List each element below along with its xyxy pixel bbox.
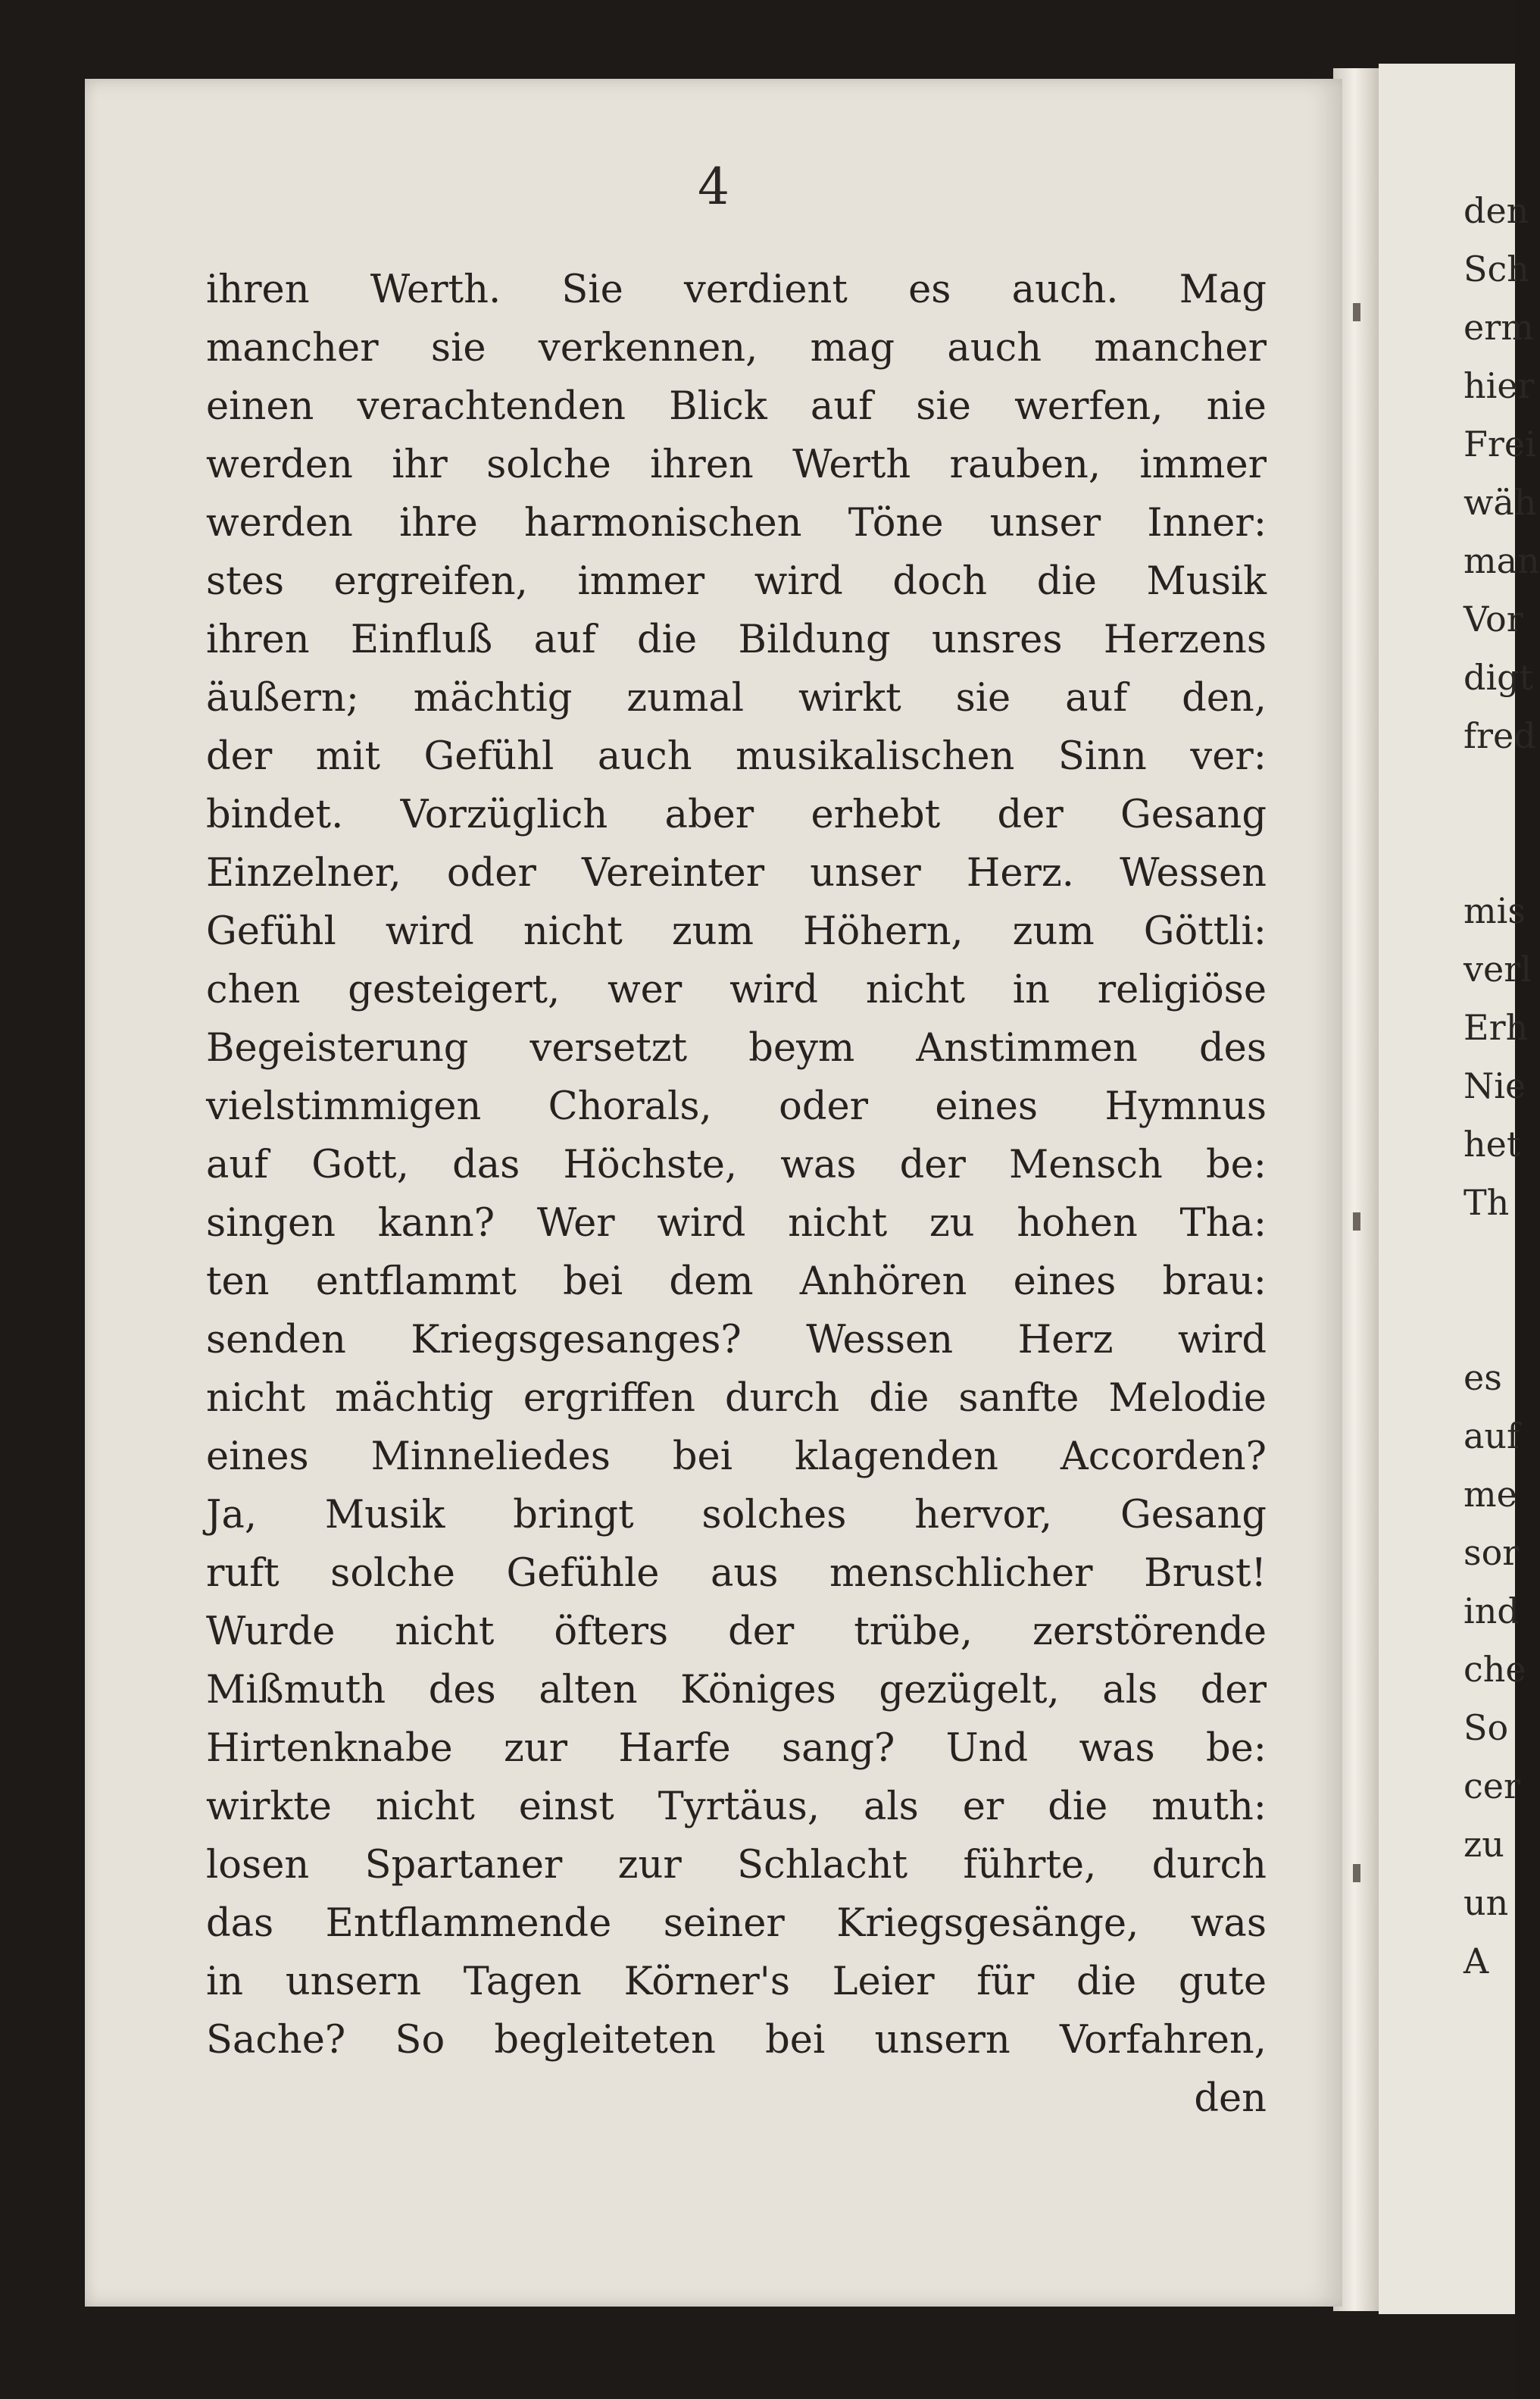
text-line: werden ihre harmonischen Töne unser Inner: [206, 501, 1267, 546]
facing-fragment: digt [1463, 657, 1534, 698]
facing-fragment: cer [1463, 1766, 1520, 1806]
text-line: bindet. Vorzüglich aber erhebt der Gesang [206, 793, 1267, 837]
page-number: 4 [698, 158, 729, 216]
facing-fragment: So [1463, 1707, 1509, 1748]
facing-fragment [1463, 1232, 1515, 1349]
facing-fragment: mis [1463, 890, 1526, 931]
facing-fragment: sor [1463, 1532, 1520, 1573]
text-line: äußern; mächtig zumal wirkt sie auf den, [206, 676, 1267, 721]
body-text [206, 261, 1267, 2128]
facing-fragment: verl [1463, 949, 1532, 990]
facing-fragment [1463, 765, 1515, 882]
facing-fragment: fred [1463, 715, 1536, 756]
facing-fragment: zu [1463, 1824, 1504, 1865]
gutter-mark [1353, 1864, 1360, 1882]
text-line: singen kann? Wer wird nicht zu hohen Tha: [206, 1201, 1267, 1246]
facing-fragment: Frei [1463, 424, 1536, 464]
text-line: stes ergreifen, immer wird doch die Musik [206, 559, 1267, 604]
facing-page-text [1463, 182, 1540, 1991]
facing-fragment: erm [1463, 307, 1534, 348]
text-line: losen Spartaner zur Schlacht führte, durch [206, 1843, 1267, 1888]
text-line: werden ihr solche ihren Werth rauben, immer [206, 443, 1267, 487]
text-line: wirkte nicht einst Tyrtäus, als er die muth: [206, 1784, 1267, 1829]
text-line: nicht mächtig ergriffen durch die sanfte Melodie [206, 1376, 1267, 1421]
text-line: vielstimmigen Chorals, oder eines Hymnus [206, 1084, 1267, 1129]
facing-fragment: Vor [1463, 599, 1523, 640]
text-line: auf Gott, das Höchste, was der Mensch be: [206, 1143, 1267, 1187]
text-line: mancher sie verkennen, mag auch mancher [206, 326, 1267, 371]
text-line: Mißmuth des alten Königes gezügelt, als der [206, 1668, 1267, 1712]
text-line: einen verachtenden Blick auf sie werfen, nie [206, 384, 1267, 429]
text-line: senden Kriegsgesanges? Wessen Herz wird [206, 1318, 1267, 1362]
facing-fragment: ind [1463, 1590, 1520, 1631]
book-page [85, 79, 1342, 2307]
facing-fragment: Sch [1463, 249, 1529, 289]
facing-fragment: che [1463, 1649, 1526, 1690]
facing-fragment: het [1463, 1124, 1521, 1165]
text-line: Wurde nicht öfters der trübe, zerstörende [206, 1609, 1267, 1654]
facing-fragment: den [1463, 190, 1529, 231]
text-line: ihren Werth. Sie verdient es auch. Mag [206, 267, 1267, 312]
facing-fragment: hier [1463, 365, 1535, 406]
text-line: ten entflammt bei dem Anhören eines brau: [206, 1259, 1267, 1304]
text-line: chen gesteigert, wer wird nicht in religiöse [206, 968, 1267, 1012]
gutter-mark [1353, 1212, 1360, 1231]
facing-fragment: man [1463, 540, 1540, 581]
gutter-mark [1353, 303, 1360, 321]
facing-fragment: A [1463, 1941, 1489, 1981]
facing-fragment: un [1463, 1882, 1509, 1923]
text-line: Einzelner, oder Vereinter unser Herz. Wessen [206, 851, 1267, 896]
text-line: Hirtenknabe zur Harfe sang? Und was be: [206, 1726, 1267, 1771]
facing-fragment: Th [1463, 1182, 1510, 1223]
text-line: Sache? So begleiteten bei unsern Vorfahren, [206, 2018, 1267, 2063]
text-line: Begeisterung versetzt beym Anstimmen des [206, 1026, 1267, 1071]
text-line: ihren Einfluß auf die Bildung unsres Herzens [206, 618, 1267, 662]
text-line: Ja, Musik bringt solches hervor, Gesang [206, 1493, 1267, 1537]
text-line: eines Minneliedes bei klagenden Accorden? [206, 1434, 1267, 1479]
facing-fragment: es [1463, 1357, 1502, 1398]
catchword: den [1194, 2076, 1267, 2121]
facing-fragment: Erh [1463, 1007, 1529, 1048]
text-line: ruft solche Gefühle aus menschlicher Brust! [206, 1551, 1267, 1596]
facing-fragment: wäh [1463, 482, 1537, 523]
text-line: der mit Gefühl auch musikalischen Sinn ver: [206, 734, 1267, 779]
facing-fragment: auf [1463, 1415, 1520, 1456]
text-line: das Entflammende seiner Kriegsgesänge, was [206, 1901, 1267, 1946]
facing-fragment: me [1463, 1474, 1517, 1515]
text-line: Gefühl wird nicht zum Höhern, zum Göttli: [206, 909, 1267, 954]
text-line: in unsern Tagen Körner's Leier für die gute [206, 1960, 1267, 2004]
facing-fragment: Nie [1463, 1065, 1526, 1106]
